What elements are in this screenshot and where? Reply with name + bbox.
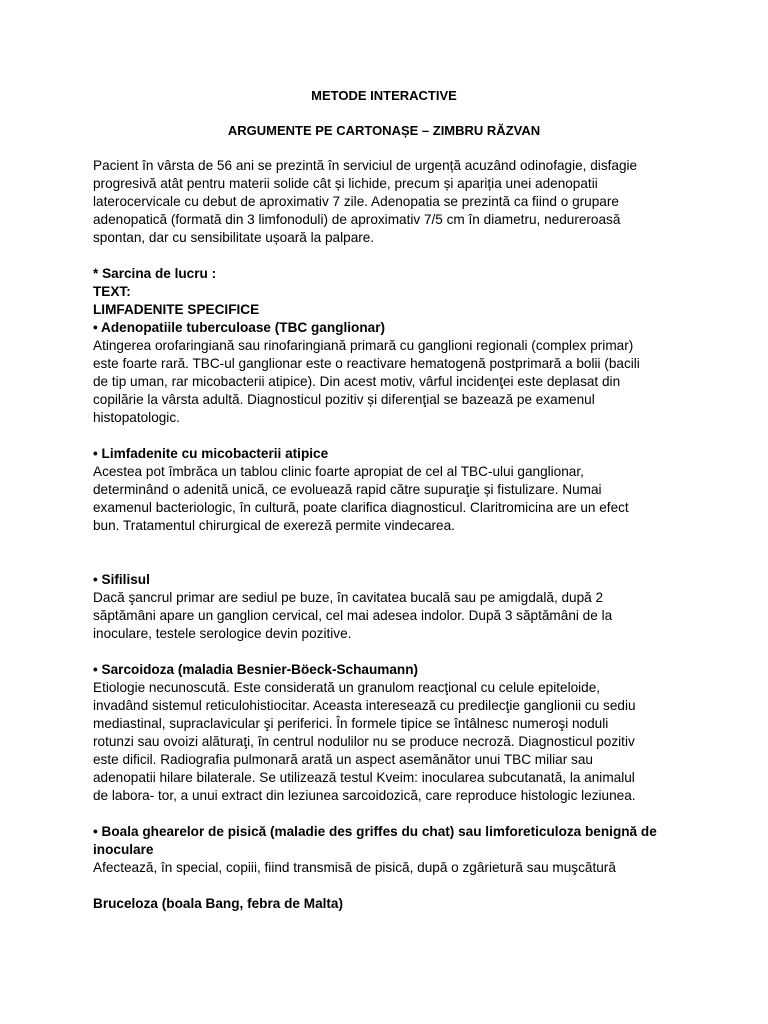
document-subtitle: ARGUMENTE PE CARTONAȘE – ZIMBRU RĂZVAN xyxy=(227,123,541,138)
intro-line: adenopatică (formată din 3 limfonoduli) de aproximativ 7/5 cm în diametru, nedureroasă xyxy=(93,212,621,227)
syphilis-section xyxy=(93,571,683,643)
intro-line: progresivă atât pentru materii solide cât și lichide, precum și apariția unei adenopatii xyxy=(93,176,598,191)
tbc-line: copilărie la vârsta adultă. Diagnosticul pozitiv și diferenţial se bazează pe examenul xyxy=(93,392,595,407)
section-title: LIMFADENITE SPECIFICE xyxy=(93,302,260,317)
atypical-section xyxy=(93,445,683,535)
intro-paragraph xyxy=(93,157,683,247)
catscratch-line: Afectează, în special, copiii, fiind transmisă de pisică, după o zgârietură sau muşcătură xyxy=(93,860,616,875)
sarcoidosis-line: rotunzi sau ovoizi alăturaţi, în centrul nodulilor nu se produce necroză. Diagnosticul pozitiv xyxy=(93,734,635,749)
sarcoidosis-line: de labora- tor, a unui extract din leziunea sarcoidozică, care reproduce histologic leziunea. xyxy=(93,788,636,803)
tbc-section xyxy=(93,319,683,427)
tbc-line: histopatologic. xyxy=(93,410,180,425)
task-heading: * Sarcina de lucru : xyxy=(93,266,217,281)
text-label: TEXT: xyxy=(93,284,131,299)
tbc-heading: • Adenopatiile tuberculoase (TBC ganglionar) xyxy=(93,320,386,335)
document-title: METODE INTERACTIVE xyxy=(311,88,457,103)
brucellosis-heading: Bruceloza (boala Bang, febra de Malta) xyxy=(93,896,344,911)
tbc-line: Atingerea orofaringiană sau rinofaringiană primară cu ganglioni regionali (complex primar) xyxy=(93,338,634,353)
catscratch-heading: inoculare xyxy=(93,842,154,857)
sarcoidosis-line: Etiologie necunoscută. Este considerată un granulom reacţional cu celule epiteloide, xyxy=(93,680,601,695)
catscratch-heading: • Boala ghearelor de pisică (maladie des griffes du chat) sau limforeticuloza benignă de xyxy=(93,824,657,839)
syphilis-line: inoculare, testele serologice devin pozitive. xyxy=(93,626,352,641)
atypical-line: determinând o adenită unică, ce evoluează rapid către supuraţie și fistulizare. Numai xyxy=(93,482,602,497)
sarcoidosis-line: invadând sistemul reticulohistiocitar. Aceasta interesează cu predilecţie ganglionii cu sediu xyxy=(93,698,636,713)
syphilis-heading: • Sifilisul xyxy=(93,572,150,587)
sarcoidosis-section xyxy=(93,661,683,805)
atypical-line: Acestea pot îmbrăca un tablou clinic foarte apropiat de cel al TBC-ului ganglionar, xyxy=(93,464,584,479)
tbc-line: este foarte rară. TBC-ul ganglionar este o reactivare hematogenă postprimară a bolii (bacili xyxy=(93,356,640,371)
syphilis-line: Dacă şancrul primar are sediul pe buze, în cavitatea bucală sau pe amigdală, după 2 xyxy=(93,590,604,605)
sarcoidosis-line: este dificil. Radiografia pulmonară arată un aspect asemănător unui TBC miliar sau xyxy=(93,752,593,767)
sarcoidosis-heading: • Sarcoidoza (maladia Besnier-Böeck-Schaumann) xyxy=(93,662,419,677)
intro-line: laterocervicale cu debut de aproximativ 7 zile. Adenopatia se prezintă ca fiind o grupare xyxy=(93,194,619,209)
atypical-line: examenul bacteriologic, în cultură, poate clarifica diagnosticul. Claritromicina are un efect xyxy=(93,500,629,515)
syphilis-line: săptămâni apare un ganglion cervical, cel mai adesea indolor. După 3 săptămâni de la xyxy=(93,608,613,623)
tbc-line: de tip uman, rar micobacterii atipice). Din acest motiv, vârful incidenţei este deplasat din xyxy=(93,374,621,389)
document-content xyxy=(93,87,683,913)
sarcoidosis-line: mediastinal, supraclavicular şi periferici. În formele tipice se întâlnesc numeroşi noduli xyxy=(93,716,609,731)
intro-line: Pacient în vârsta de 56 ani se prezintă în serviciul de urgență acuzând odinofagie, disfagie xyxy=(93,158,638,173)
atypical-line: bun. Tratamentul chirurgical de exereză permite vindecarea. xyxy=(93,518,455,533)
sarcoidosis-line: adenopatii hilare bilaterale. Se utilizează testul Kveim: inocularea subcutanată, la animalul xyxy=(93,770,635,785)
catscratch-section xyxy=(93,823,683,877)
atypical-heading: • Limfadenite cu micobacterii atipice xyxy=(93,446,329,461)
intro-line: spontan, dar cu sensibilitate ușoară la palpare. xyxy=(93,230,375,245)
